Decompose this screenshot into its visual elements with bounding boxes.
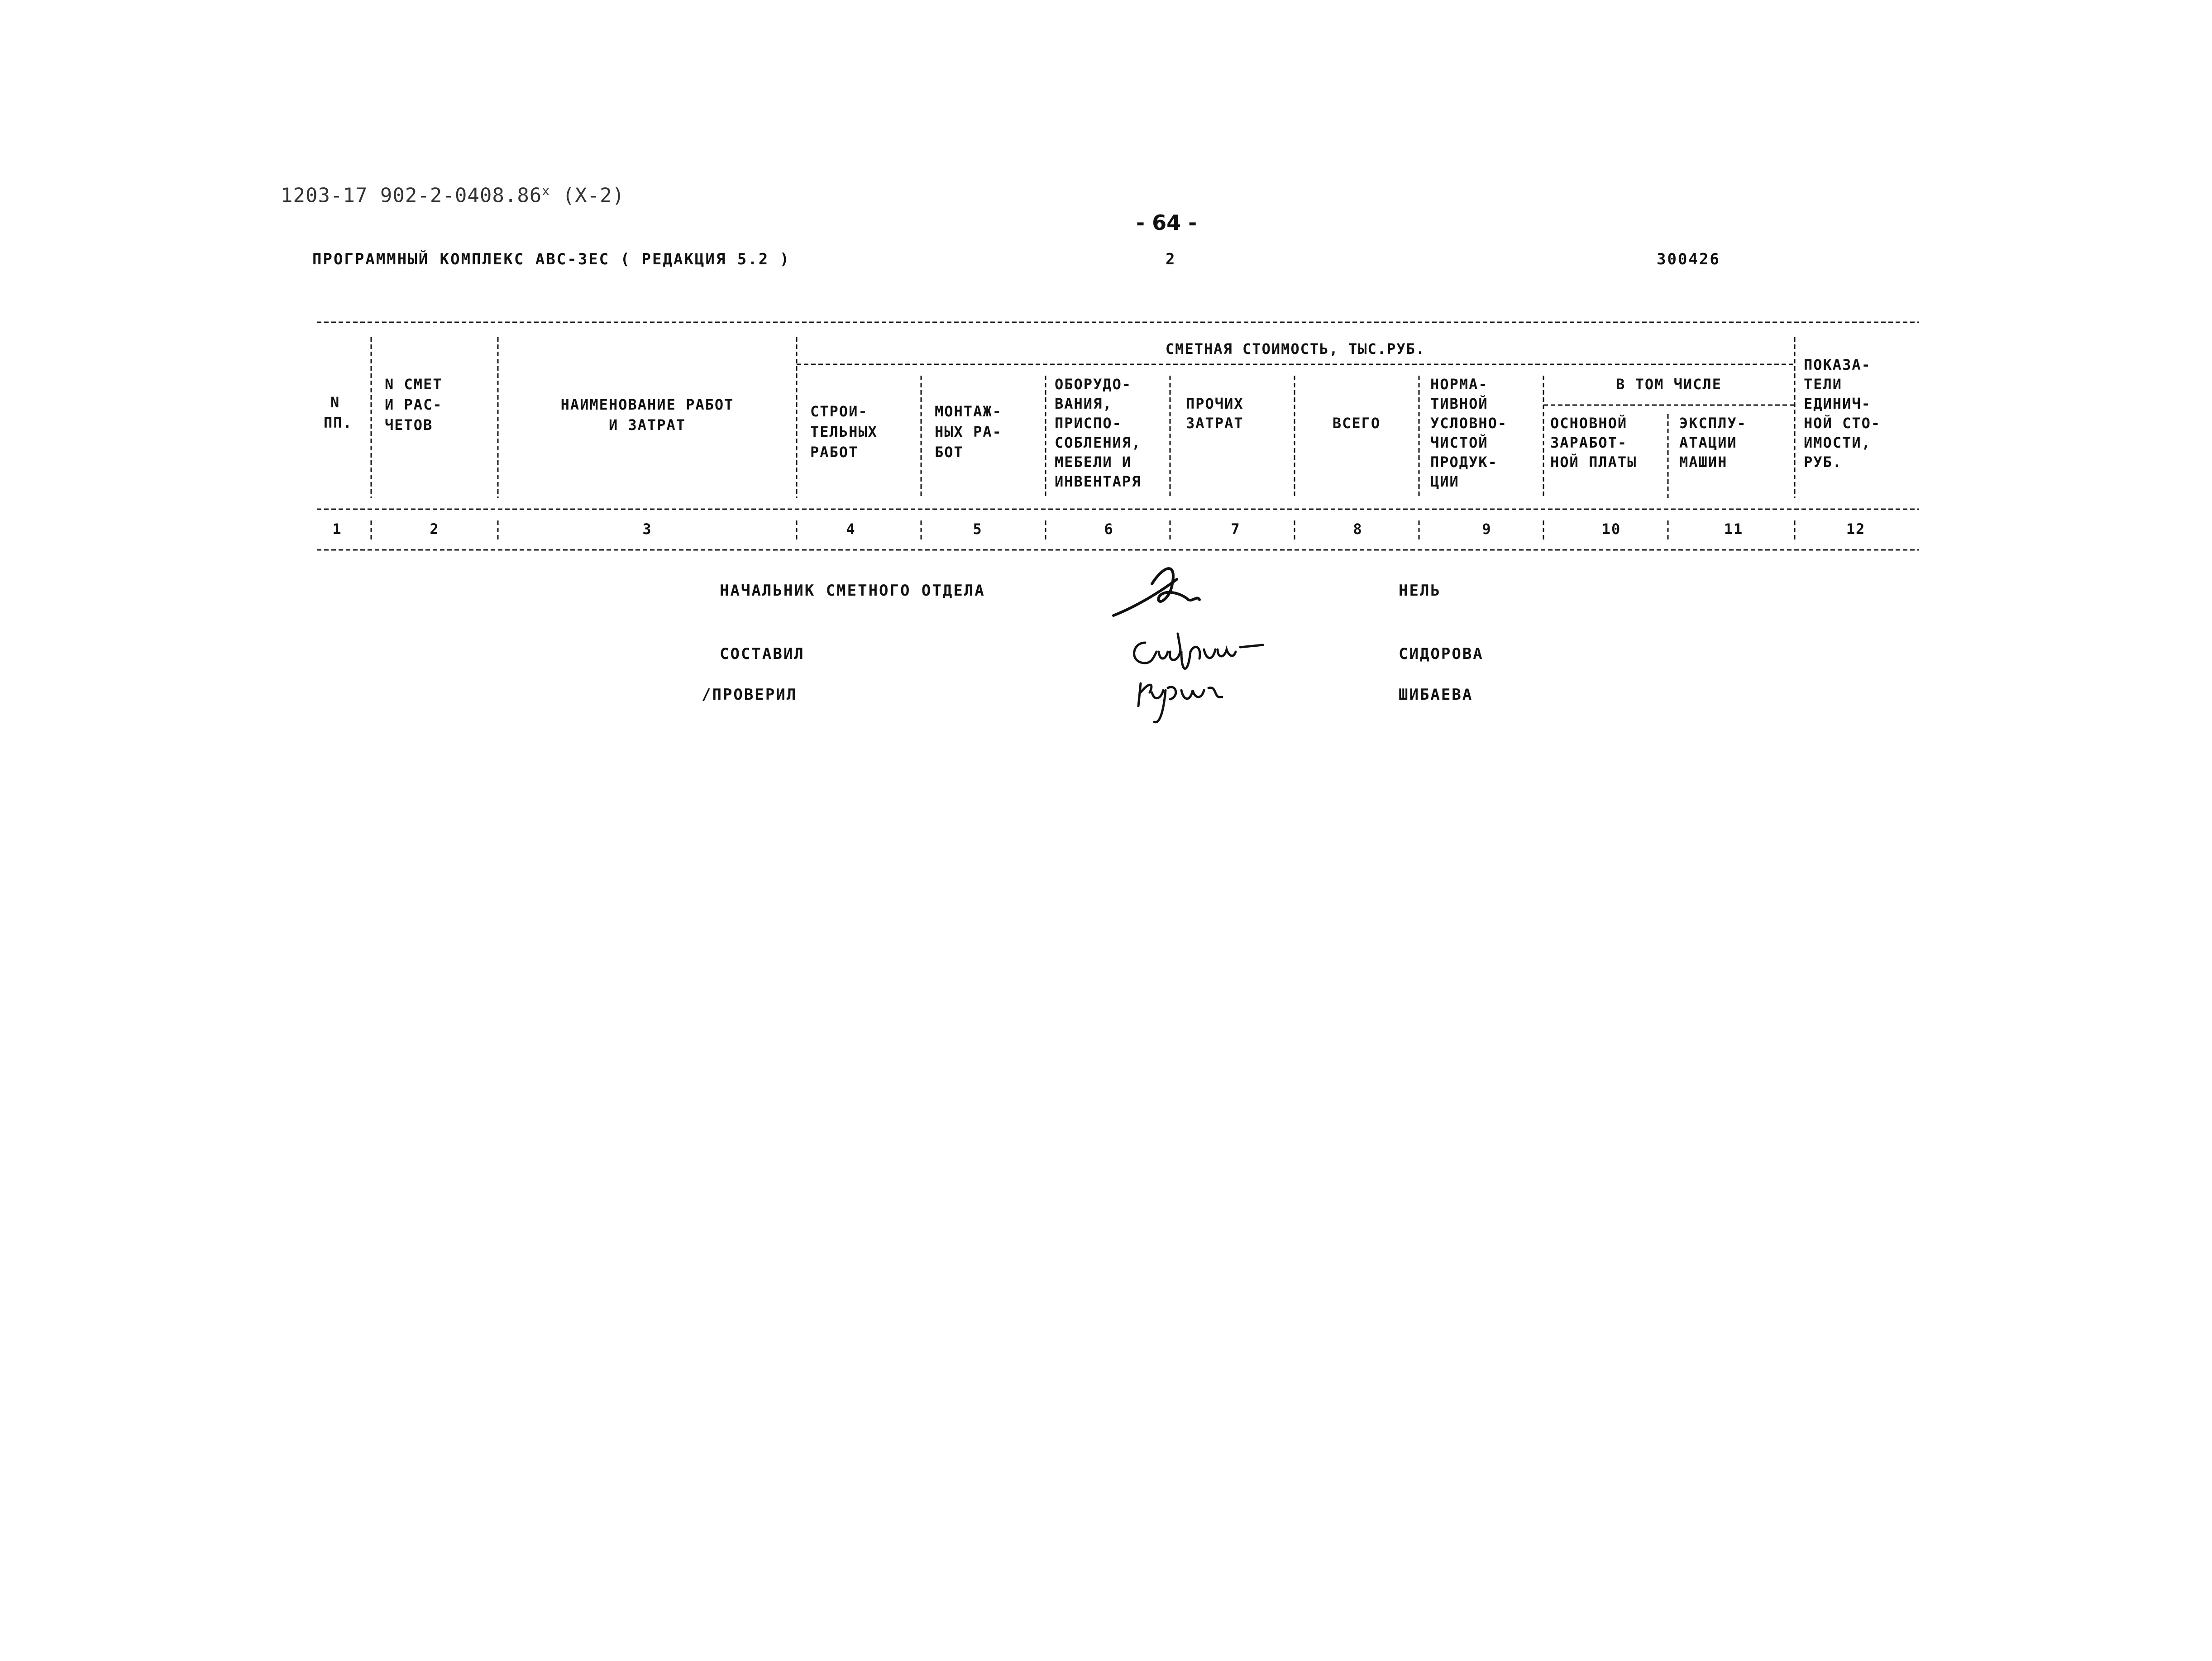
col6-line3: ПРИСПО- (1055, 415, 1122, 432)
col9-line3: УСЛОВНО- (1430, 415, 1508, 432)
program-page-index: 2 (1166, 250, 1176, 268)
col7-line1: ПРОЧИХ (1186, 395, 1244, 412)
col6-line6: ИНВЕНТАРЯ (1055, 473, 1142, 490)
col12-line2: ТЕЛИ (1804, 376, 1843, 393)
col6-line1: ОБОРУДО- (1055, 376, 1132, 393)
col3-line2: И ЗАТРАТ (608, 416, 686, 434)
col1-line2: ПП. (324, 414, 353, 431)
col5-line2: НЫХ РА- (935, 423, 1002, 440)
col8-line1: ВСЕГО (1332, 415, 1381, 432)
colnum-4: 4 (846, 520, 856, 538)
col9-line6: ЦИИ (1430, 473, 1459, 490)
col12-line3: ЕДИНИЧ- (1804, 395, 1871, 412)
signature-chief (1109, 557, 1227, 625)
col3-line1: НАИМЕНОВАНИЕ РАБОТ (560, 396, 734, 413)
group-header: СМЕТНАЯ СТОИМОСТЬ, ТЫС.РУБ. (1165, 340, 1426, 358)
col2-line3: ЧЕТОВ (385, 416, 433, 434)
col5-line1: МОНТАЖ- (935, 403, 1002, 420)
program-code: 300426 (1657, 250, 1720, 268)
sig-name-compiled: СИДОРОВА (1399, 645, 1484, 663)
col4-line3: РАБОТ (810, 444, 859, 461)
stamp-tail: (X-2) (550, 184, 625, 207)
col9-line5: ПРОДУК- (1430, 453, 1498, 471)
col10-line2: ЗАРАБОТ- (1550, 434, 1628, 451)
program-title: ПРОГРАММНЫЙ КОМПЛЕКС АВС-3ЕС ( РЕДАКЦИЯ 5.2 ) (312, 250, 791, 268)
stamp-text: 1203-17 902-2-0408.86 (281, 184, 542, 207)
col12-line1: ПОКАЗА- (1804, 356, 1871, 373)
estimate-table (317, 317, 1919, 552)
colnum-11: 11 (1724, 520, 1744, 538)
subgroup-header: В ТОМ ЧИСЛЕ (1616, 376, 1722, 393)
col6-line4: СОБЛЕНИЯ, (1055, 434, 1142, 451)
signature-compiled-checked (1127, 625, 1290, 729)
col9-line1: НОРМА- (1430, 376, 1488, 393)
col7-line2: ЗАТРАТ (1186, 415, 1244, 432)
sig-role-chief: НАЧАЛЬНИК СМЕТНОГО ОТДЕЛА (720, 582, 985, 600)
page-number: - 64 - (1136, 210, 1197, 235)
sig-name-chief: НЕЛЬ (1399, 582, 1441, 600)
colnum-5: 5 (973, 520, 983, 538)
col4-line1: СТРОИ- (810, 403, 868, 420)
col2-line2: И РАС- (385, 396, 443, 413)
colnum-8: 8 (1353, 520, 1363, 538)
colnum-6: 6 (1104, 520, 1114, 538)
col10-line3: НОЙ ПЛАТЫ (1550, 453, 1637, 471)
colnum-10: 10 (1601, 520, 1621, 538)
col4-line2: ТЕЛЬНЫХ (810, 423, 878, 440)
colnum-12: 12 (1846, 520, 1866, 538)
col12-line5: ИМОСТИ, (1804, 434, 1871, 451)
col2-line1: N СМЕТ (385, 376, 443, 393)
col11-line2: АТАЦИИ (1679, 434, 1737, 451)
col9-line4: ЧИСТОЙ (1430, 434, 1488, 451)
col6-line5: МЕБЕЛИ И (1055, 453, 1132, 471)
colnum-7: 7 (1231, 520, 1241, 538)
col1-line1: N (330, 394, 340, 411)
sig-name-checked: ШИБАЕВА (1399, 686, 1473, 704)
sig-role-checked: /ПРОВЕРИЛ (702, 686, 798, 704)
colnum-9: 9 (1482, 520, 1492, 538)
col9-line2: ТИВНОЙ (1430, 395, 1488, 412)
document-stamp (281, 183, 625, 207)
col12-line4: НОЙ СТО- (1804, 415, 1881, 432)
stamp-suffix: x (542, 183, 550, 198)
sig-role-compiled: СОСТАВИЛ (720, 645, 805, 663)
colnum-2: 2 (430, 520, 440, 538)
col11-line1: ЭКСПЛУ- (1679, 415, 1747, 432)
col11-line3: МАШИН (1679, 453, 1728, 471)
colnum-1: 1 (332, 520, 342, 538)
colnum-3: 3 (642, 520, 652, 538)
col5-line3: БОТ (935, 444, 964, 461)
col12-line6: РУБ. (1804, 453, 1843, 471)
col10-line1: ОСНОВНОЙ (1550, 415, 1628, 432)
col6-line2: ВАНИЯ, (1055, 395, 1113, 412)
